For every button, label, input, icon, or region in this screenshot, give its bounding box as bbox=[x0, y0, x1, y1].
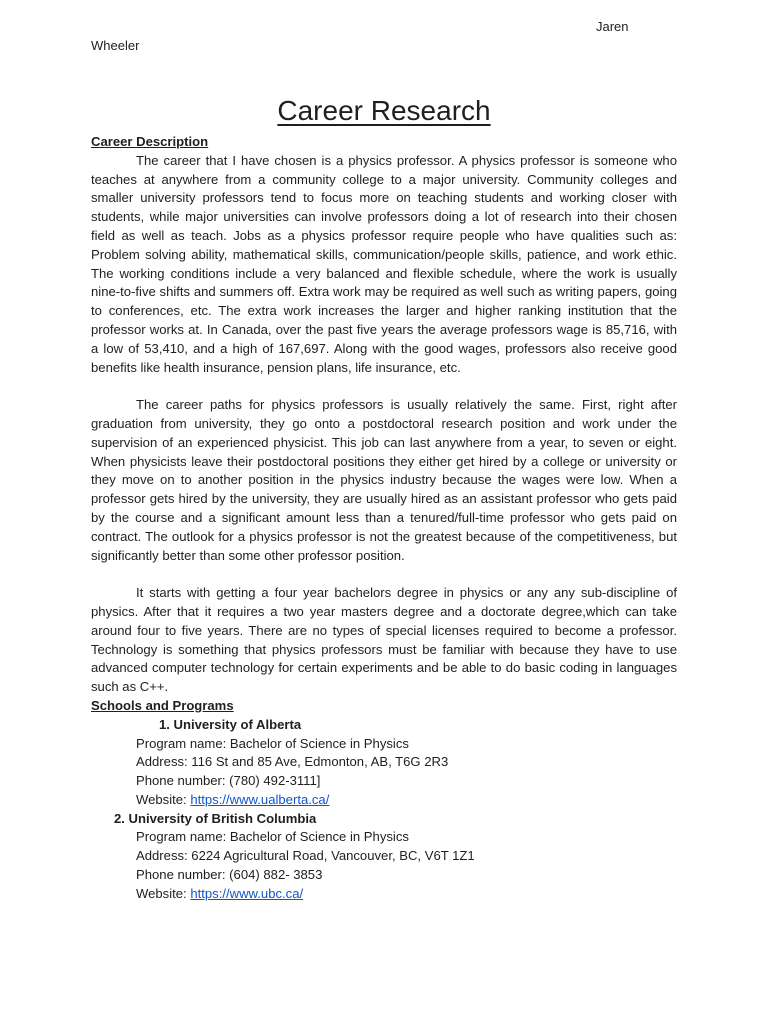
school-title: 2. University of British Columbia bbox=[114, 810, 317, 826]
school-program: Program name: Bachelor of Science in Physics bbox=[136, 829, 409, 845]
school-website-line bbox=[91, 791, 677, 810]
career-description-heading: Career Description bbox=[91, 134, 209, 149]
document-body bbox=[91, 133, 677, 904]
school-address: Address: 6224 Agricultural Road, Vancouver, BC, V6T 1Z1 bbox=[136, 848, 475, 864]
website-label: Website: bbox=[136, 791, 191, 807]
school-website-line bbox=[91, 885, 677, 904]
schools-heading: Schools and Programs bbox=[91, 697, 234, 713]
paragraph-career-overview: The career that I have chosen is a physics professor. A physics professor is someone who teaches at anywhere from a community college to a major university. Community colleges and smaller university professors tend to focus more on teaching students and working closer with students, while major universities can involve professors doing a lot of research into their chosen field as well as teach. Jobs as a physics professor require people who have qualities such as: Problem solving ability, mathematical skills, communication/people skills, patience, and work ethic. The working conditions include a very balanced and flexible schedule, where the work is usually nine-to-five shifts and summers off. Extra work may be required as well such as writing papers, going to conferences, etc. The extra work increases the larger and higher ranking institution that the professor works at. In Canada, over the past five years the average professors wage is 85,716, with a low of 53,410, and a high of 167,697. Along with the good wages, professors also receive good benefits like health insurance, pension plans, life insurance, etc. bbox=[91, 152, 677, 375]
school-address: Address: 116 St and 85 Ave, Edmonton, AB, T6G 2R3 bbox=[136, 754, 449, 770]
school-phone: Phone number: (780) 492-3111] bbox=[136, 773, 321, 789]
author-first-name: Jaren bbox=[596, 19, 629, 34]
paragraph-education: It starts with getting a four year bachelors degree in physics or any any sub-discipline of physics. After that it requires a two year masters degree and a doctorate degree,which can take around four to five years. There are no types of special licenses required to become a professor. Technology is something that physics professors must be familiar with because they have to use advanced computer technology for certain experiments and be able to do basic coding in languages such as C++. bbox=[91, 585, 677, 695]
school-phone: Phone number: (604) 882- 3853 bbox=[136, 867, 323, 883]
page-title: Career Research bbox=[277, 95, 491, 126]
paragraph-career-paths: The career paths for physics professors is usually relatively the same. First, right after graduation from university, they go onto a postdoctoral research position and work under the supervision of an experienced physicist. This job can last anywhere from a year, to seven or eight. When physicists leave their postdoctoral positions they either get hired by a college or university or they move on to another position in the physics industry because the wages were low. When a professor gets hired by the university, they are usually hired as an assistant professor who gets paid by the course and a significant amount less than a tenured/full-time professor who gets paid on contract. The outlook for a physics professor is not the greatest because of the competitiveness, but significantly better than some other professor position. bbox=[91, 397, 677, 563]
paragraph-spacer bbox=[91, 565, 677, 584]
author-last-name: Wheeler bbox=[91, 38, 140, 53]
school-website-link[interactable]: https://www.ubc.ca/ bbox=[190, 885, 304, 901]
paragraph-spacer bbox=[91, 377, 677, 396]
school-item-alberta bbox=[91, 716, 677, 810]
school-item-ubc bbox=[91, 810, 677, 904]
school-title: 1. University of Alberta bbox=[159, 716, 302, 732]
school-website-link[interactable]: https://www.ualberta.ca/ bbox=[190, 791, 330, 807]
school-program: Program name: Bachelor of Science in Physics bbox=[136, 735, 409, 751]
website-label: Website: bbox=[136, 885, 191, 901]
